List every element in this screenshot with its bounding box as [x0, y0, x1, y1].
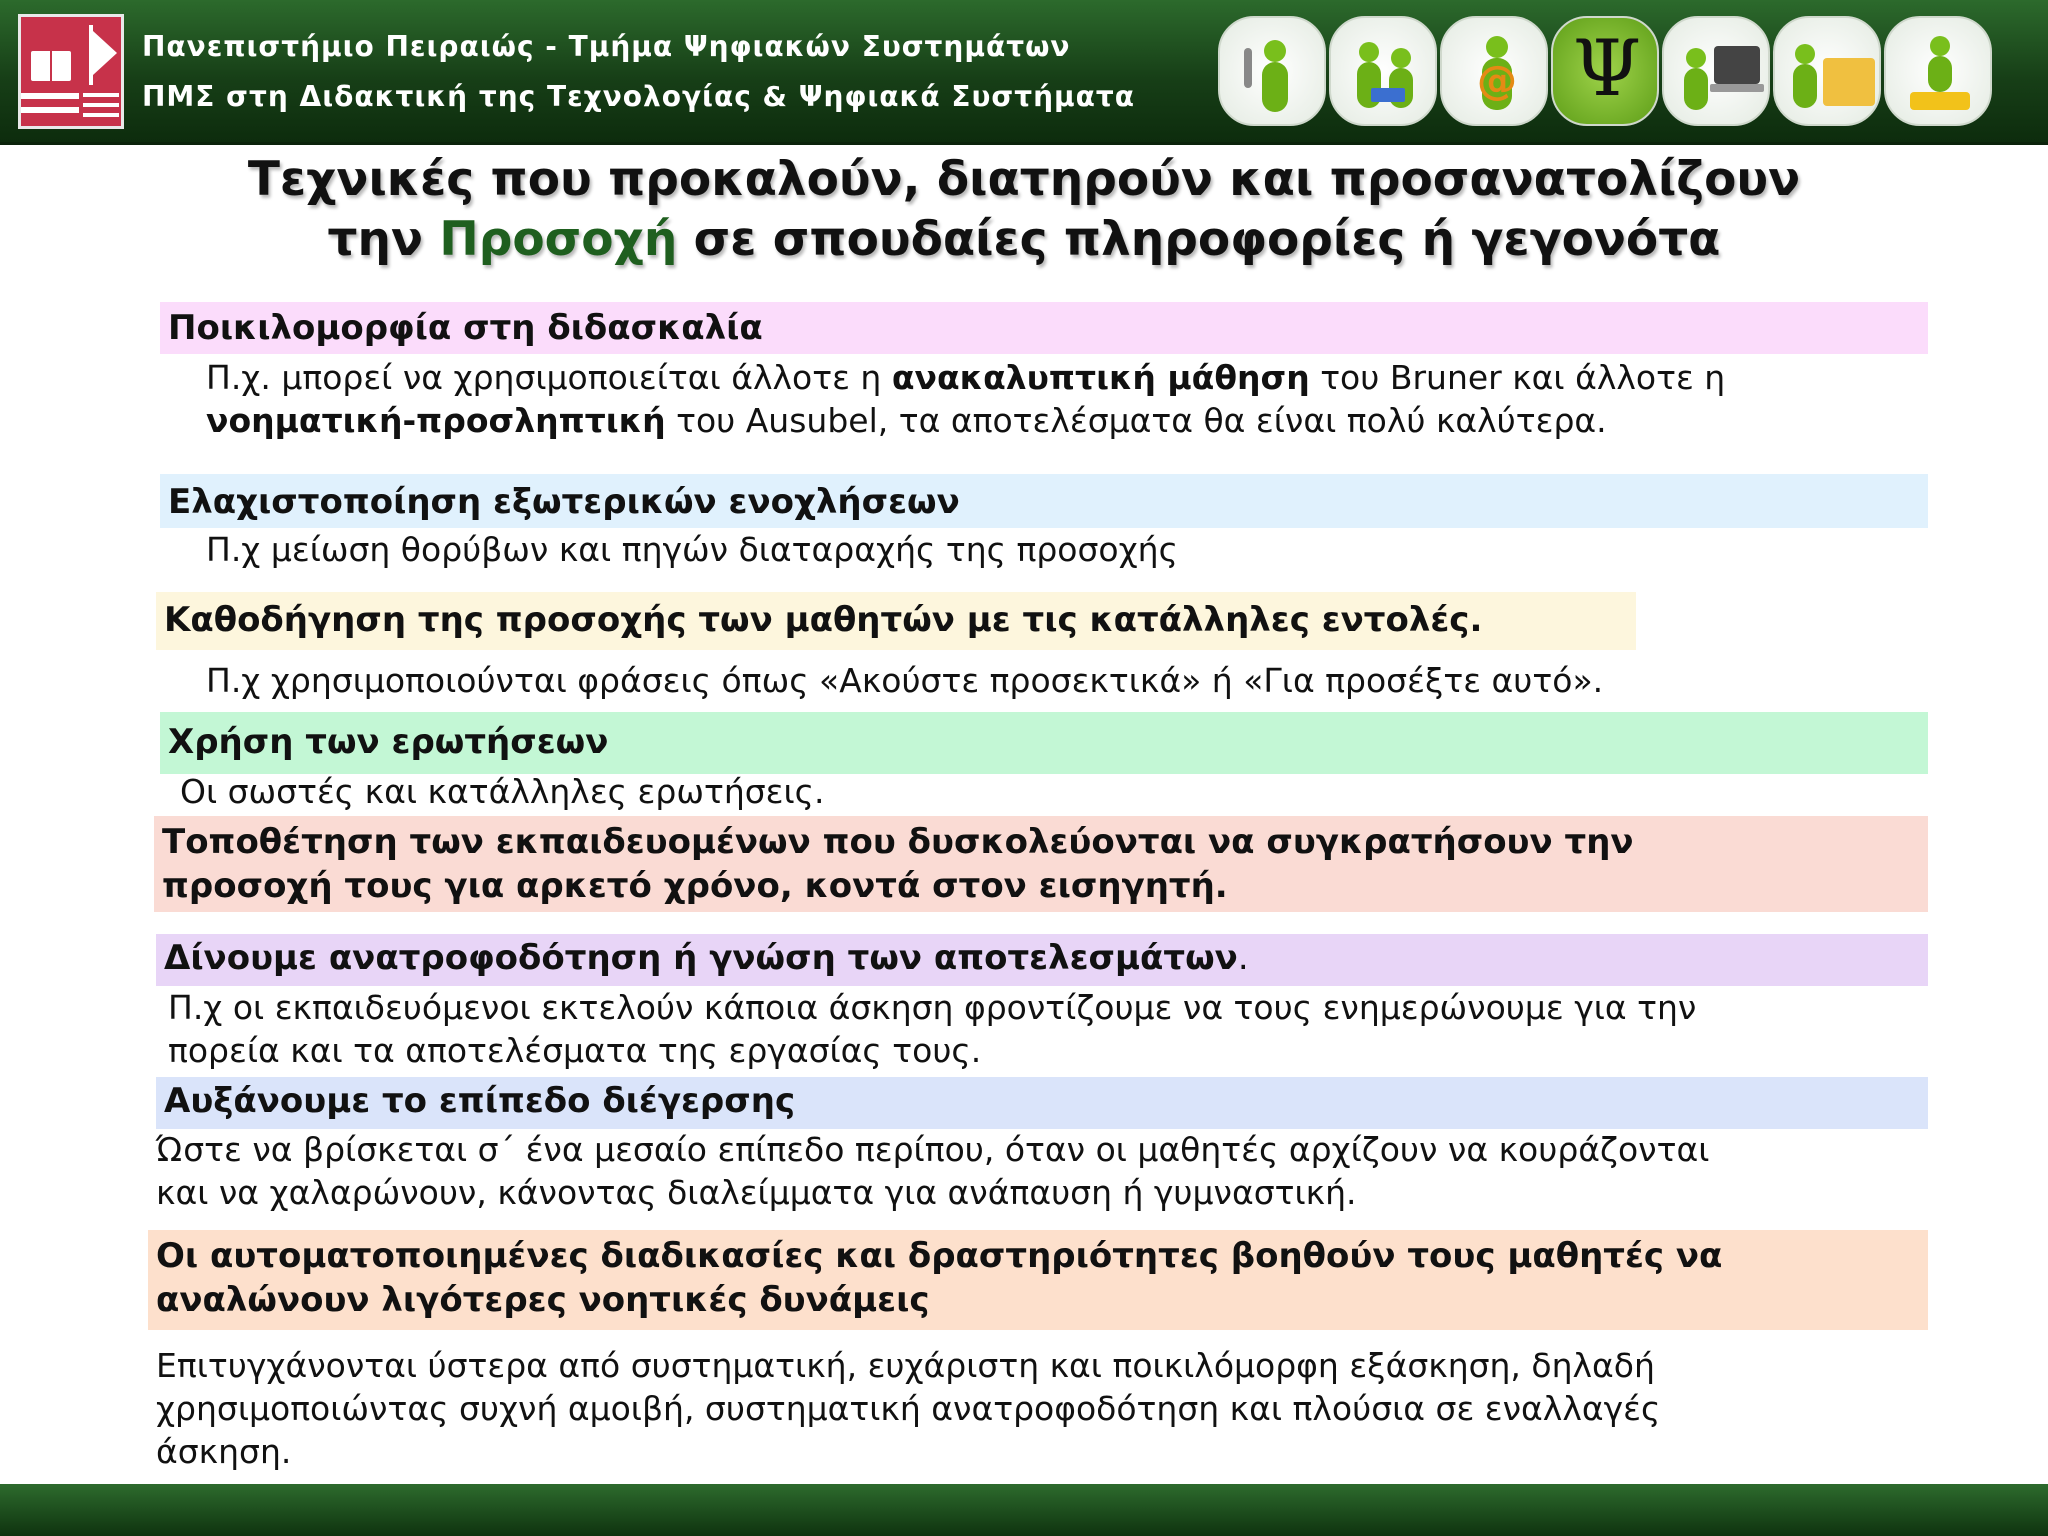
section-text-automation-line-1: Επιτυγχάνονται ύστερα από συστηματική, ευχάριστη και ποικιλόμορφη εξάσκηση, δηλαδή: [156, 1346, 1655, 1385]
section-text-variety-line-2: νοηματική-προσληπτική του Ausubel, τα αποτελέσματα θα είναι πολύ καλύτερα.: [206, 401, 1607, 440]
header-image-strip: [1218, 16, 1992, 128]
book-icon: [31, 51, 71, 81]
psi-head-icon: Ψ: [1551, 16, 1659, 126]
sail-icon: [93, 31, 117, 75]
section-text-guidance: Π.χ χρησιμοποιούνται φράσεις όπως «Ακούστε προσεκτικά» ή «Για προσέξτε αυτό».: [206, 661, 1604, 700]
section-heading-arousal: Αυξάνουμε το επίπεδο διέγερσης: [156, 1077, 1928, 1129]
section-text-feedback-line-1: Π.χ οι εκπαιδευόμενοι εκτελούν κάποια άσκηση φροντίζουμε να τους ενημερώνουμε για την: [168, 988, 1697, 1027]
header-banner: [0, 0, 2048, 145]
slide-title-line-2: την Προσοχή σε σπουδαίες πληροφορίες ή γεγονότα: [327, 212, 1721, 267]
section-heading-automation: Οι αυτοματοποιημένες διαδικασίες και δραστηριότητες βοηθούν τους μαθητές να αναλώνουν λιγότερες νοητικές δυνάμεις: [148, 1230, 1928, 1330]
section-heading-seating: Τοποθέτηση των εκπαιδευομένων που δυσκολεύονται να συγκρατήσουν την προσοχή τους για αρκετό χρόνο, κοντά στον εισηγητή.: [154, 816, 1928, 912]
section-text-distractions: Π.χ μείωση θορύβων και πηγών διαταραχής της προσοχής: [206, 530, 1178, 569]
section-text-arousal-line-1: Ώστε να βρίσκεται σ΄ ένα μεσαίο επίπεδο περίπου, όταν οι μαθητές αρχίζουν να κουράζονται: [156, 1130, 1710, 1169]
figure-microphone-icon: [1218, 16, 1326, 126]
program-name: ΠΜΣ στη Διδακτική της Τεχνολογίας & Ψηφιακά Συστήματα: [142, 80, 1135, 113]
section-heading-distractions: Ελαχιστοποίηση εξωτερικών ενοχλήσεων: [160, 474, 1928, 528]
section-heading-feedback: Δίνουμε ανατροφοδότηση ή γνώση των αποτελεσμάτων.: [156, 934, 1928, 986]
figure-at-sign-icon: @: [1440, 16, 1548, 126]
section-text-automation-line-2: χρησιμοποιώντας συχνή αμοιβή, συστηματική ανατροφοδότηση και πλούσια σε εναλλαγές: [156, 1389, 1661, 1428]
slide-title-line-1: Τεχνικές που προκαλούν, διατηρούν και προσανατολίζουν: [247, 152, 1801, 207]
section-text-questions: Οι σωστές και κατάλληλες ερωτήσεις.: [180, 772, 825, 811]
section-heading-guidance: Καθοδήγηση της προσοχής των μαθητών με τις κατάλληλες εντολές.: [156, 592, 1636, 650]
section-text-arousal-line-2: και να χαλαρώνουν, κάνοντας διαλείμματα για ανάπαυση ή γυμναστική.: [156, 1173, 1357, 1212]
section-text-feedback-line-2: πορεία και τα αποτελέσματα της εργασίας τους.: [168, 1031, 982, 1070]
section-heading-questions: Χρήση των ερωτήσεων: [160, 712, 1928, 774]
figure-folder-icon: [1773, 16, 1881, 126]
section-heading-variety: Ποικιλομορφία στη διδασκαλία: [160, 302, 1928, 354]
title-highlight-attention: Προσοχή: [439, 212, 678, 267]
university-name: Πανεπιστήμιο Πειραιώς - Τμήμα Ψηφιακών Συστημάτων: [142, 30, 1071, 63]
footer-bar: [0, 1484, 2048, 1536]
figure-laptop-icon: [1662, 16, 1770, 126]
section-text-variety-line-1: Π.χ. μπορεί να χρησιμοποιείται άλλοτε η ανακαλυπτική μάθηση του Bruner και άλλοτε η: [206, 358, 1726, 397]
figures-reading-icon: [1329, 16, 1437, 126]
figure-puzzle-icon: [1884, 16, 1992, 126]
section-text-automation-line-3: άσκηση.: [156, 1432, 292, 1471]
university-logo: [18, 14, 124, 129]
